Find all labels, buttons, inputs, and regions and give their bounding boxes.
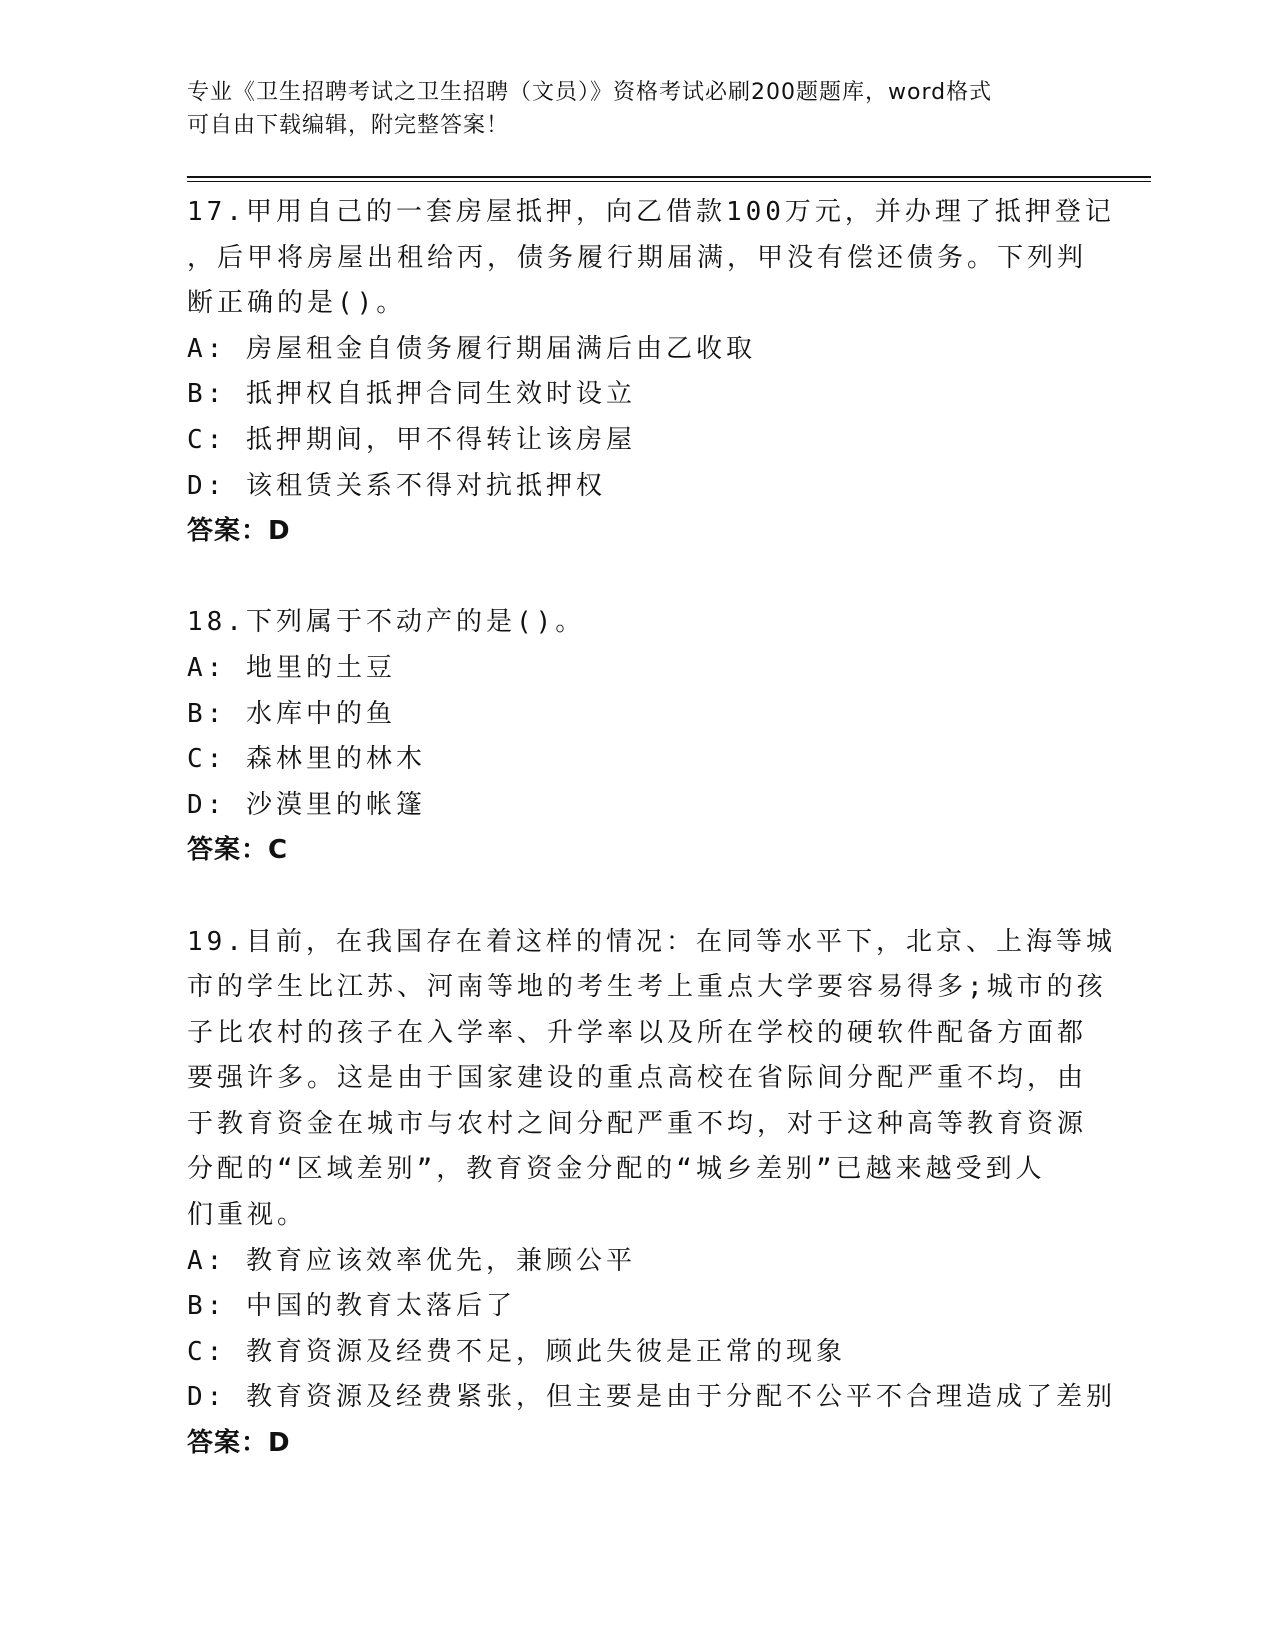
question-stem-line: 们重视。 — [187, 1200, 308, 1231]
option-a: A: 地里的土豆 — [187, 652, 396, 683]
question-19 — [187, 920, 1116, 1467]
answer-line: 答案：C — [187, 835, 289, 866]
option-b: B: 中国的教育太落后了 — [187, 1291, 516, 1322]
question-list — [187, 190, 1116, 1512]
option-c: C: 森林里的林木 — [187, 744, 426, 775]
answer-line: 答案：D — [187, 1428, 291, 1459]
option-b: B: 抵押权自抵押合同生效时设立 — [187, 379, 636, 410]
question-stem-line: 19.目前，在我国存在着这样的情况：在同等水平下，北京、上海等城 — [187, 926, 1116, 957]
option-d: D: 教育资源及经费紧张，但主要是由于分配不公平不合理造成了差别 — [187, 1382, 1116, 1413]
question-stem-line: 于教育资金在城市与农村之间分配严重不均，对于这种高等教育资源 — [187, 1108, 1088, 1139]
question-stem-line: 分配的“区域差别”，教育资金分配的“城乡差别”已越来越受到人 — [187, 1154, 1046, 1185]
option-d: D: 沙漠里的帐篷 — [187, 789, 426, 820]
question-stem-line: 断正确的是()。 — [187, 288, 407, 319]
option-a: A: 房屋租金自债务履行期届满后由乙收取 — [187, 333, 756, 364]
question-18 — [187, 600, 1087, 874]
question-stem-line: 18.下列属于不动产的是()。 — [187, 607, 586, 638]
header-line-2: 可自由下载编辑，附完整答案！ — [187, 113, 510, 138]
header-divider-thick — [187, 176, 1151, 178]
option-d: D: 该租赁关系不得对抗抵押权 — [187, 470, 606, 501]
question-stem-line: 市的学生比江苏、河南等地的考生考上重点大学要容易得多;城市的孩 — [187, 972, 1107, 1003]
option-c: C: 教育资源及经费不足，顾此失彼是正常的现象 — [187, 1336, 846, 1367]
answer-line: 答案：D — [187, 516, 291, 547]
question-stem-line: 子比农村的孩子在入学率、升学率以及所在学校的硬软件配备方面都 — [187, 1017, 1088, 1048]
question-stem-line: 要强许多。这是由于国家建设的重点高校在省际间分配严重不均，由 — [187, 1063, 1088, 1094]
option-a: A: 教育应该效率优先，兼顾公平 — [187, 1245, 636, 1276]
option-c: C: 抵押期间，甲不得转让该房屋 — [187, 424, 636, 455]
question-stem-line: ，后甲将房屋出租给丙，债务履行期届满，甲没有偿还债务。下列判 — [187, 242, 1088, 273]
question-17 — [187, 190, 1115, 555]
header-divider-thin — [187, 181, 1151, 182]
document-header — [187, 76, 1087, 142]
header-line-1: 专业《卫生招聘考试之卫生招聘（文员）》资格考试必刷200题题库，word格式 — [187, 80, 993, 105]
question-stem-line: 17.甲用自己的一套房屋抵押，向乙借款100万元，并办理了抵押登记 — [187, 197, 1115, 227]
option-b: B: 水库中的鱼 — [187, 698, 396, 729]
